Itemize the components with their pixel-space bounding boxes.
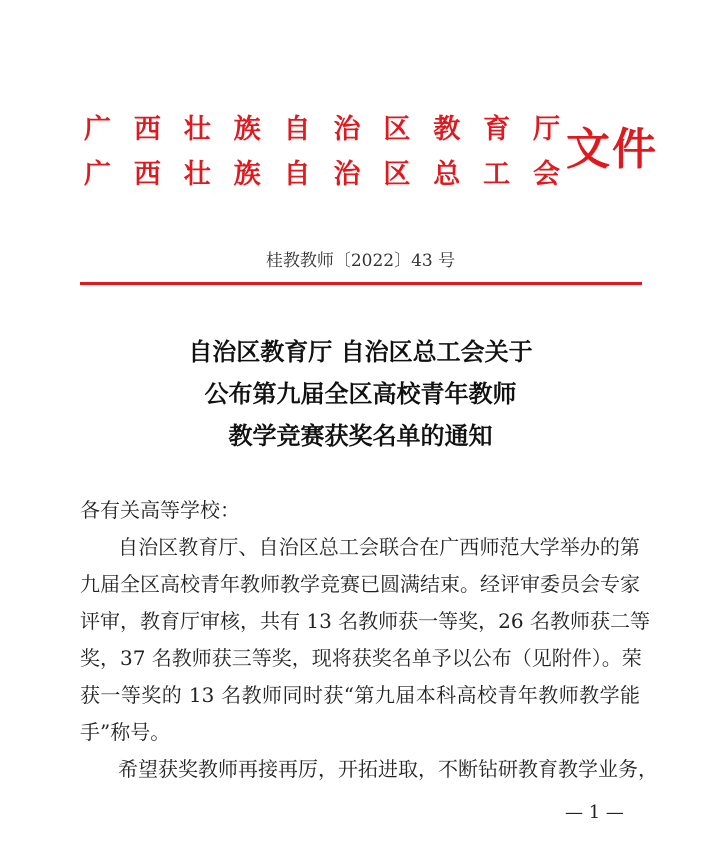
red-divider [80, 282, 642, 285]
page-number: — 1 — [565, 802, 624, 823]
doc-title-line-3: 教学竞赛获奖名单的通知 [228, 421, 493, 450]
doc-type-label: 文件 [566, 124, 658, 175]
doc-title-line-1: 自治区教育厅 自治区总工会关于 [188, 337, 533, 366]
body-line: 手”称号。 [80, 720, 171, 744]
salutation: 各有关高等学校： [80, 498, 240, 522]
body-line: 评审，教育厅审核，共有 13 名教师获一等奖，26 名教师获二等 [80, 609, 650, 633]
document-number: 桂教教师〔2022〕43 号 [265, 251, 456, 271]
body-line: 希望获奖教师再接再厉，开拓进取，不断钻研教育教学业务， [118, 757, 658, 781]
issuing-org-education-dept: 广西壮族自治区教育厅 [84, 114, 560, 145]
doc-title-line-2: 公布第九届全区高校青年教师 [204, 379, 517, 408]
body-line: 获一等奖的 13 名教师同时获“第九届本科高校青年教师教学能 [80, 683, 640, 707]
issuing-org-trade-union: 广西壮族自治区总工会 [84, 159, 560, 190]
body-line: 奖，37 名教师获三等奖，现将获奖名单予以公布（见附件）。荣 [80, 646, 642, 670]
body-line: 自治区教育厅、自治区总工会联合在广西师范大学举办的第 [118, 535, 640, 559]
body-line: 九届全区高校青年教师教学竞赛已圆满结束。经评审委员会专家 [80, 572, 640, 596]
